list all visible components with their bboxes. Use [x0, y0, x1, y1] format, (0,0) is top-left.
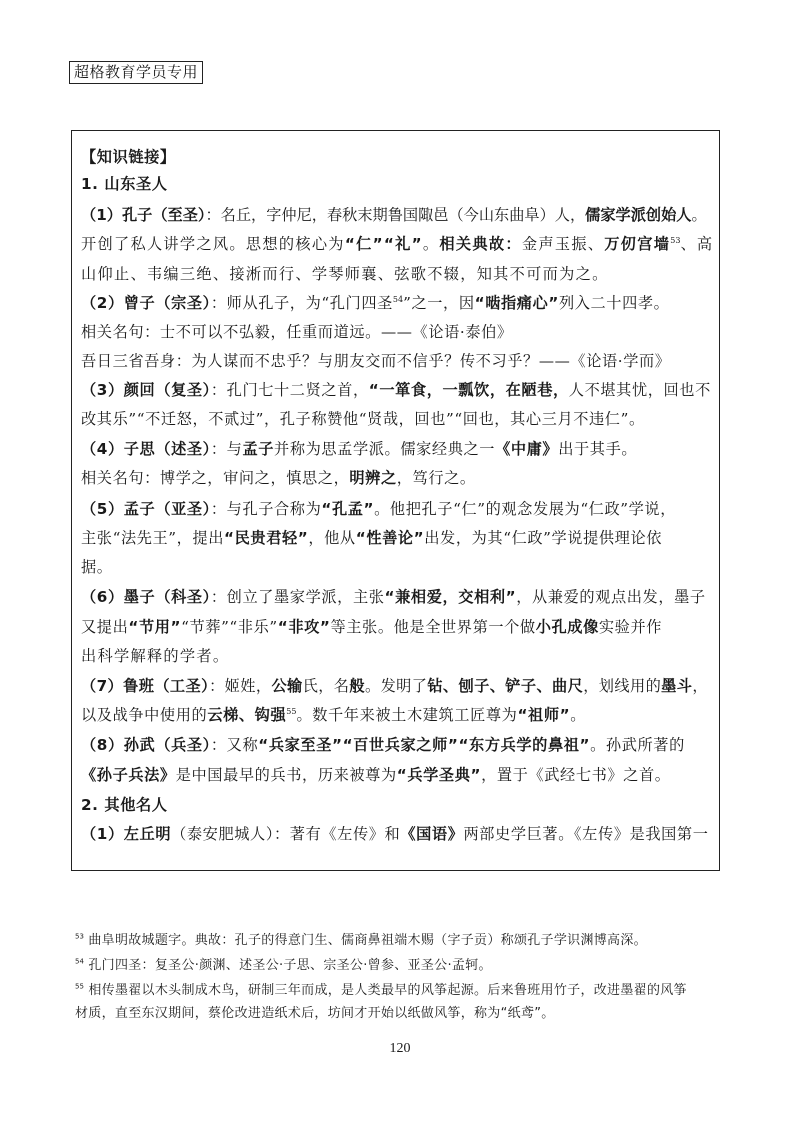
footnote-54: $^{54}$ 孔门四圣：复圣公·颜渊、述圣公·子思、宗圣公·曾参、亚圣公·孟轲。 — [75, 957, 492, 973]
footnote-53: $^{53}$ 曲阜明故城题字。典故：孔子的得意门生、儒商鼻祖端木赐（字子贡）称颂孔子学识渊博高深。 — [75, 932, 647, 948]
paragraph-confucius-line-1: （1）孔子（至圣）：名丘，字仲尼，春秋末期鲁国陬邑（今山东曲阜）人，儒家学派创始人。 — [81, 206, 707, 224]
paragraph-mencius-line-2: 主张“法先王”，提出“民贵君轻”，他从“性善论”出发，为其“仁政”学说提供理论依 — [81, 529, 663, 547]
paragraph-yanhui-line-2: 改其乐”“不迁怒，不贰过”，孔子称赞他“贤哉，回也”“回也，其心三月不违仁”。 — [81, 410, 645, 428]
paragraph-luban-line-1: （7）鲁班（工圣）：姬姓，公输氏，名般。发明了钻、刨子、铲子、曲尺，划线用的墨斗， — [81, 677, 708, 695]
quote-zengzi-1: 相关名句：士不可以不弘毅，任重而道远。——《论语·泰伯》 — [81, 323, 513, 341]
paragraph-mencius-line-3: 据。 — [81, 558, 113, 576]
paragraph-zisi-line-1: （4）子思（述圣）：与孟子并称为思孟学派。儒家经典之一《中庸》出于其手。 — [81, 440, 638, 458]
paragraph-yanhui-line-1: （3）颜回（复圣）：孔门七十二贤之首，“一箪食，一瓢饮，在陋巷，人不堪其忧，回也不 — [81, 381, 711, 399]
paragraph-mozi-line-3: 出科学解释的学者。 — [81, 647, 230, 665]
paragraph-luban-line-2: 以及战争中使用的云梯、钩强$^{55}$。数千年来被土木建筑工匠尊为“祖师”。 — [81, 706, 587, 724]
paragraph-mencius-line-1: （5）孟子（亚圣）：与孔子合称为“孔孟”。他把孔子“仁”的观念发展为“仁政”学说， — [81, 500, 676, 518]
paragraph-sunwu-line-2: 《孙子兵法》是中国最早的兵书，历来被尊为“兵学圣典”，置于《武经七书》之首。 — [81, 766, 671, 784]
footnote-55: $^{55}$ 相传墨翟以木头制成木鸟，研制三年而成，是人类最早的风筝起源。后来鲁班用竹子，改进墨翟的风筝 — [75, 982, 687, 998]
page-number: 120 — [389, 1041, 411, 1056]
paragraph-sunwu-line-1: （8）孙武（兵圣）：又称“兵家至圣”“百世兵家之师”“东方兵学的鼻祖”。孙武所著的 — [81, 736, 685, 754]
paragraph-mozi-line-1: （6）墨子（科圣）：创立了墨家学派，主张“兼相爱，交相利”，从兼爱的观点出发，墨子 — [81, 588, 706, 606]
paragraph-confucius-line-3: 山仰止、韦编三绝、接淅而行、学琴师襄、弦歌不辍，知其不可而为之。 — [81, 265, 609, 283]
paragraph-zengzi-line-1: （2）曾子（宗圣）：师从孔子，为“孔门四圣$^{54}$”之一，因“啮指痛心”列入二十四孝。 — [81, 294, 670, 312]
quote-zisi: 相关名句：博学之，审问之，慎思之，明辨之，笃行之。 — [81, 469, 476, 487]
watermark-stamp: 超格教育学员专用 — [69, 61, 203, 84]
section-heading: 【知识链接】 — [81, 148, 176, 166]
paragraph-zuoqiuming-line-1: （1）左丘明（泰安肥城人）：著有《左传》和《国语》两部史学巨著。《左传》是我国第一 — [81, 825, 709, 843]
section-title-others: 2. 其他名人 — [81, 796, 168, 814]
paragraph-mozi-line-2: 又提出“节用”“节葬”“非乐”“非攻”等主张。他是全世界第一个做小孔成像实验并作 — [81, 618, 663, 636]
paragraph-confucius-line-2: 开创了私人讲学之风。思想的核心为“仁”“礼”。相关典故：金声玉振、万仞宫墙$^{53}$、高 — [81, 235, 714, 253]
footnote-55-continued: 材质，直至东汉期间，蔡伦改进造纸术后，坊间才开始以纸做风筝，称为“纸鸢”。 — [75, 1006, 555, 1021]
quote-zengzi-2: 吾日三省吾身：为人谋而不忠乎？与朋友交而不信乎？传不习乎？——《论语·学而》 — [81, 352, 671, 370]
section-title-shandong: 1. 山东圣人 — [81, 175, 168, 193]
